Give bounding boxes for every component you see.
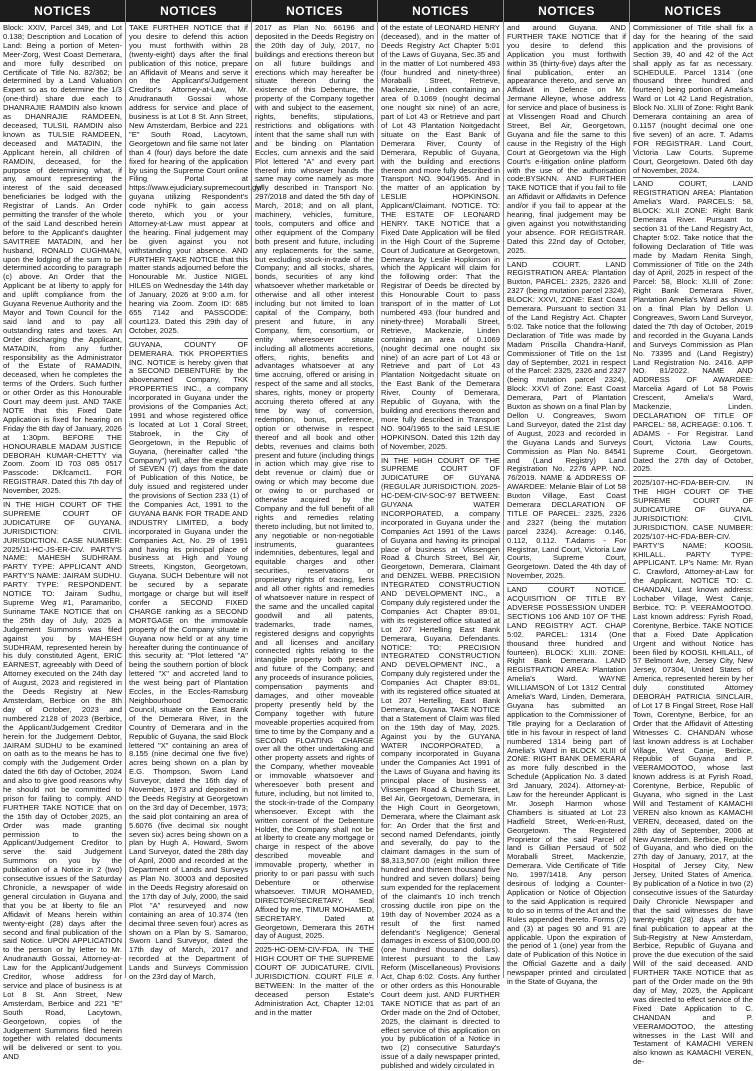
notice-paragraph: GUYANA, COUNTY OF DEMERARA. TKK PROPERTIES INC. NOTICE is hereby given that a SECOND DEBENTURE by the abovenamed Company, TKK PROPERTIES INC., a company incorporated in Guyana under the provisions of the Companies Act, 1991 and whose registered office is located at Lot 1 Coral Street, Stabroek, in the City of Georgetown, in the Republic of Guyana, (hereinafter called "the Company") will, after the expiration of SEVEN (7) days from the date of Publication of this Notice, be duly issued and registered under the provisions of Section 233 (1) of the Companies Act, 1991 to the GUYANA BANK FOR TRADE AND INDUSTRY LIMITED, a body incorporated in Guyana under the Companies Act, No. 29 of 1991 and having its principal place of business at High and Young Streets, Kingston, Georgetown, Guyana. SUCH Debenture will not be secured by a separate mortgage or charge but will itself confer a SECOND FIXED CHARGE ranking as a SECOND MORTGAGE on the immovable property of the Company situate in Guyana now held or at any time hereafter during the continuance of this security at: "Plot lettered "A" being the southern portion of block lettered "X" and accreted land to the west being part of Plantation Eccles, in the Eccles-Ramsburg Neighbourhood Democratic Council, situate on the East Bank of the Demerara River, in the Country of Demerara and in the Republic of Guyana, the said Block lettered "X" containing an area of 8.155 (nine decimal one five five) acres being shown on a plan by E.G. Thompson, Sworn Land Surveyor, dated the 16th day of November, 1973 and deposited in the Deeds Registry at Georgetown on the 3rd day of December, 1973; the said plot containing an area of 5.6076 (five decimal six nought seven six) acres being shown on a plan by Hugh A. Howard, Sworn Land Surveyor, dated the 28th day of April, 2000 and recorded at the Department of Lands and Surveys as Plan No. 30003 and deposited in the Deeds Registry aforesaid on the 17th day of July, 2000, the said Plot "A" resurveyed and now containing an area of 10.374 (ten decimal three seven four) acres as shown on a Plan by S. Samaroo, Sworn Land Surveyor, dated the 17th day of March, 2017 and recorded at the Department of Lands and Surveys Commission on the 23rd day of March,: [129, 341, 248, 982]
column-header: NOTICES: [0, 0, 125, 22]
column-header: NOTICES: [126, 0, 251, 22]
notice-paragraph: IN THE HIGH COURT OF THE SUPREME COURT OF JUDICATURE OF GUYANA (REGULAR JURISDICTION. 2025-HC-DEM-CIV-SOC-97 BETWEEN: GUYANA WATER INCORPORATED, a company incorporated in Guyana under the Companies Act 1991 of the Laws of Guyana and having its principal place of business at Vlissengen Road & Church Street, Bel Air, Georgetown, Demerara, Claimant and DENZEL WEBB. PRECISION INTEGRATED CONSTRUCTION AND DEVELOPMENT INC., a Company duly registered under the Companies Act Chapter 89:01, with its registered office situated at Lot 207 Hertelling East Bank Demerara, Guyana. Defendants. NOTICE: TO: PRECISION INTEGRATED CONSTRUCTION AND DEVELOPMENT INC., a Company duly registered under the Companies Act Chapter 89:01, with its registered office situated at Lot 207 Hertelling, East Bank Demerara, Guyana. TAKE NOTICE that a Statement of Claim was filed on the 19th day of May, 2025. Against you by the GUYANA WATER INCORPORATED, a company incorporated in Guyana under the Companies Act 1991 of the Laws of Guyana and having its principal place of business at Vlissengen Road & Church Street, Bel Air, Georgetown, Demerara, in the High Court in Georgetown, Demerara, where the Claimant ask for: An Order that the first and second named Defendants, jointly and severally, do pay to the claimant damages in the sum of $8,313,507.00 (eight million three hundred and thirteen thousand five hundred and seven dollars) being sum expended for the replacement of the claimant's 10 inch trench crossing ductile iron pipe on the 19th day of November 2024 as a result of the first named defendant's Negligence; General damages in excess of $100,000.00 (one hundred thousand dollars). Interest pursuant to the Law Reform (Miscellaneous) Provisions Act, Chap 6:02. Costs. Any further or other orders as this Honourable Court deem just. AND FURTHER TAKE NOTICE that as part of an Order made on the 2nd of October, 2025, the claimant is directed to effect service of this application on you by publication of a Notice in two (2) consecutive Saturday's issue of a daily newspaper printed, published and widely circulated in: [381, 457, 500, 1071]
notice-paragraph: 2017 as Plan No. 66196 and deposited in the Deeds Registry on the 20th day of July, 2017, no buildings and erections thereon but on all future buildings and erections which may hereafter be situate thereon during the existence of this Debenture, the property of the Company together with and subject to the easement, rights, benefits, stipulations, restrictions and obligations with intent that the same shall run with and be binding on Plantation Eccles, cum annexis and the said Plot lettered "A" and every part thereof into whosever hands the same may come namely as more fully described in Transport No. 297/2018 and dated the 5th day of March, 2018; and on all plant, machinery, vehicles, furniture, tools, computers and office and other equipment of the Company both present and future, including any replacements for the same, but excluding stock-in-trade of the Company; and all stocks, shares, bonds, securities of any kind whatsoever whether marketable or otherwise and all other interest including but not limited to loan capital of the Company, both present and future, in any Company, firm, consortium, or entity wheresoever situate including all allotments accretions, offers, rights, benefits and advantages whatsoever at any time accruing, offered or arising in respect of the same and all stocks, shares, rights, money or property accruing thereto offered at any time by way of conversion, redemption, bonus, preference, option or otherwise in respect thereof and all book and other debts, revenues and claims both present and future (including things in action which may give rise to debt revenue or claim) due or owing or which may become due or owing to or purchased or otherwise acquired by the Company and the full benefit of all rights and remedies relating thereto including, but not limited to, any negotiable or non-negotiable instruments, guarantees indemnities, debentures, legal and equitable charges and other securities, reservations or proprietary rights of tracing, liens and all other rights and remedies of whatsoever nature in respect of the same and the uncalled capital goodwill and all patents, trademarks, trade names, registered designs and copyrights and all licenses and ancillary connected rights relating to the intangible property both present and future of the Company; and any proceeds of insurance policies, compensation payments and damages, and other moveable property presently held by the Company together with future moveable properties acquired from time to time by the Company and a SECOND FLOATING CHARGE over all the other undertaking and other property assets and rights of the Company, whether moveable or immovable whatsoever and wheresoever both present and future, including, but not limited to, the stock-in-trade of the Company whensoever. Except with the written consent of the Debenture Holder, the Company shall not be at liberty to create any mortgage or charge in respect of the above described moveable and immovable property, whether in priority to or pari passu with such Debenture or otherwise whatsoever. TIMUR MOHAMED, DIRECTOR/SECRETARY. Seal Affixed by me, TIMUR MOHAMED, SECRETARY. Dated at Georgetown, Demerara this 26TH day of August, 2025.: [255, 24, 374, 941]
notice-paragraph: 2025/107-HC-FDA-BER-CIV. IN THE HIGH COURT OF THE SUPREME COURT OF JUDICATURE OF GUYANA. JURISDICTION: CIVIL JURISDICTION. CASE NUMBER: 2025/107-HC-FDA-BER-CIV. PARTY'S NAME: KOOSIL KHILALL. PARTY TYPE: APPLICANT. LP's Name: Mr. Ryan C. Crawford, Attorney-at-Law for the Applicant. NOTICE TO: C. CHANDAN, Last known address: Lochaber Village, West Canje, Berbice. TO: P. VEERAMOOTOO. Last known address: Fyrish Road, Corentyne, Berbice. TAKE NOTICE that a Fixed Date Application Urgent and without Notice has been filed by KOOSIL KHILALL, of 57 Belmont Ave, Jersey City, New Jersey, 07304, United States of America, represented herein by her duly constituted Attorney DEBORAH PATRICIA SINCLAIR, of Lot 17 B Fingal Street, Rose Hall Town, Corentyne, Berbice, for an Order that the Affidavit of Attesting Witnesses C. CHANDAN whose last known address is at Lochaber Village, West Canje, Berbice, Republic of Guyana and P. VEERAMOOTOO, whose last known address is at Fyrish Road, Corentyne, Berbice, Republic of Guyana, who signed in the Last Will and Testament of KAMACHI VEREN also known as KAMACHI VEREN, deceased, dated on the 28th day of September, 2006 at New Amsterdam, Berbice, Republic of Guyana, and who died on the 27th day of January, 2017, at the Hospital of Jersey City, New Jersey, United States of America. By publication of a Notice in two (2) consecutive issues of the Saturday Daily Chronicle Newspaper and that the said witnesses do have twenty-eight (28) days after the final publication to appear at the Sub-Registry at New Amsterdam, Berbice, Republic of Guyana and prove the due execution of the said Will of the said deceased. AND FURTHER TAKE NOTICE that as part of the Order made on the 9th day of May, 2025, the Applicant was directed to effect service of the Fixed Date Application to C. CHANDAN and P. VEERAMOOTOO, the attesting witnesses in the Last Will and Testament of KAMACHI VEREN also known as KAMACHI VEREN, de-: [633, 479, 753, 1067]
column-1: [0, 0, 126, 978]
column-body: [378, 22, 503, 1071]
divider: [507, 583, 626, 584]
column-header: NOTICES: [504, 0, 629, 22]
column-body: [504, 22, 629, 987]
column-body: [252, 22, 377, 1018]
notice-paragraph: TAKE FURTHER NOTICE that if you desire to defend this action you must forthwith within 28 (twenty-eight) days after the final publication of this notice, prepare an Affidavit of Means and serve it on the Applicant's/Judgement Creditor's Attorney-at-Law, Mr. Anudranauth Gossai whose address for service and place of business is at Lot 8 St. Ann Street, New Amsterdam, Berbice and 221 "E" South Road, Lacytown, Georgetown and file same not later than 4 (four) days before the date fixed for hearing of the application by using the Supreme Court online Filing Portal at https://www.ejudiciary.supremecourt.gy/ guyana utilizing Respondent's code nyhiFk to gain access thereto, which you or your Attorney-at-Law must appear at the hearing. Final judgement may be given against you not withstanding your absence. AND FURTHER TAKE NOTICE that this matter stands adjourned before the Honourable Mr. Justice NIGEL HILES on Wednesday the 14th day of January, 2026 at 9:00 a.m. for hearing via Zoom. Zoom ID: 685 655 7142 and PASSCODE: court123. Dated this 29th day of October, 2025.: [129, 24, 248, 336]
divider: [129, 338, 248, 339]
column-5: [504, 0, 630, 978]
notice-paragraph: LAND COURT. LAND REGISTRATION AREA: Plantation Buxton, PARCEL: 2325, 2326 and 2327 (being mutation parcel 2324), BLOCK: XXVI, ZONE: East Coast Demerara. Pursuant to section 31 of the Land Registry Act. Chapter 5:02. Take notice that the following Declaration of Title was made by Madam Priscilla Chandra-Hanif, Commissioner of Title on the 1st day of September, 2021 in respect of the Parcel: 2325, 2326 and 2327 (being mutation parcel 2324), Block: XXVI of Zone: East Coast Demerara, Part of Plantation Buxton as shown on a final Plan by Dellon U. Congreaves, Sworn Land Surveyor, dated the 21st day of August, 2023 and recorded in the Guyana Lands and Surveys Commission as Plan No. 84541 and (Land Registry) Land Registration No. 2276 APP. NO. 76/2019. NAME & ADDRESS OF AWARDEE: Melanie Blair of Lot 58 Buxton Village, East Coast Demerara DECLARATION OF TITLE OF PARCEL: 2325, 2326 and 2327 (being the mutation parcel 2324). Acreage: 0.146, 0.112, 0.112. T.Adams - For Registrar, Land Court, Victoria Law Courts, Supreme Court, Georgetown. Dated the 4th day of November, 2025.: [507, 261, 626, 582]
column-6: [630, 0, 756, 978]
divider: [381, 454, 500, 455]
column-header: NOTICES: [630, 0, 756, 22]
notice-paragraph: Commissioner of Title shall fix a day for the hearing of the said application and the provisions of Section 39, 40 and 42 of the Act shall apply as far as necessary. SCHEDULE. Parcel 1314 (one thousand three hundred and fourteen) being portion of Amelia's Ward or Lot 42 Land Registration, Block No. XLIII of Zone: Right Bank Demerara containing an area of 0.1157 (nought decimal one one five seven) of an acre. T. Adams FOR REGISTRAR. Land Court, Victoria Law Courts. Supreme Court, Georgetown. Dated 6th day of November, 2024.: [633, 24, 753, 175]
divider: [633, 476, 753, 477]
column-body: [630, 22, 756, 1067]
column-header: NOTICES: [378, 0, 503, 22]
divider: [633, 177, 753, 178]
notice-paragraph: 2025-HC-DEM-CIV-FDA. IN THE HIGH COURT OF THE SUPREME COURT OF JUDICATURE. CIVIL JURISDICTION. COURT FILE #. BETWEEN: In the matter of the deceased person Estate's Administration Act, Chapter 12:01 and in the matter: [255, 946, 374, 1017]
notice-paragraph: IN THE HIGH COURT OF THE SUPREME COURT OF JUDICATURE OF GUYANA. JURISDICTION: CIVIL JURISDICTION. CASE NUMBER: 2025/11-HC-JS-ER-CIV. PARTY'S NAME: MAHESH SUDHRAM. PARTY TYPE: APPLICANT AND PARTY'S NAME: JAIRAM SUDHU. PARTY TYPE: RESPONDENT. NOTICE TO: Jairam Sudhu, Supreme Weg #1, Paramaribo, Suriname TAKE NOTICE that on the 25th day of July, 2025 a Judgement Summons was filed against you by MAHESH SUDHRAM, represented herein by his duly constituted Agent, ERIC EARNEST, agreeably with Deed of Attorney executed on the 24th day of August, 2023 and registered in the Deeds Registry at New Amsterdam, Berbice on the 8th day of October, 2023 and numbered 2128 of 2023 (Berbice, the Applicant/Judgement Creditor herein for the Judgement Debtor, JAIRAM SUDHU to be examined on oath as to the means he has to comply with the Judgement Order dated the 6th day of October, 2024 and also to give good reasons why he should not be committed to prison for failing to comply. AND FURTHER TAKE NOTICE that on the 15th day of October 2025, an Order was made granting permission to the Applicant/Judgement Creditor to serve the said Judgement Summons on you by the publication of a Notice in 2 (two) consecutive issues of the Saturday Chronicle, a newspaper of wide general circulation in Guyana and that you be at liberty to file an Affidavit of Means herein within twenty-eight (28) days after the second and final publication of the said Notice. UPON APPLICATION to the person or by letter to Mr. Anudranauth Gossai, Attorney-at-Law for the Applicant/Judgement Creditor, whose address for service and place of business is at Lot 8 St. Ann Street, New Amsterdam, Berbice and 221 "E" South Road, Lacytown, Georgetown, copies of the Judgement Summons filed herein together with related documents will be delivered or sent to you. AND: [3, 501, 122, 1062]
column-2: [126, 0, 252, 978]
notice-paragraph: LAND COURT NOTICE. ACQUISITION OF TITLE BY ADVERSE POSSESSION UNDER SECTIONS 106 AND 107 OF THE LAND REGISTRY ACT. CHAP 5:02. PARCEL: 1314 (One thousand three hundred and fourteen). BLOCK: XLIII. ZONE: Right Bank Demerara. LAND REGISTRATION AREA: Plantation Amelia's Ward. WAYNE WILLIAMSON of Lot 1312 Central Amelia's Ward, Linden, Demerara, Guyana has submitted an application to the Commissioner of Title praying for a Declaration of title in his favour in respect of land numbered 1314 being part of Amelia's Ward in BLOCK XLIII of ZONE: RIGHT BANK DEMERARA as more fully described in the Schedule (Application No. 3 dated 3rd January, 2024). Attorney-at-Law for the hereunder Applicant is Mr. Joseph Harmon whose Chambers is situated at Lot 23 Hadfield Street, Werk-en-Rust, Georgetown. The Registered Proprietor of the said Parcel of land is Gillian Persaud of 502 Moraballi Street, Mackenzie, Demerara. Vide Certificate of Title No. 1997/1418. Any person desirous of lodging a Counter-Application or Notice of Objection to the said Application is required to do so in terms of the Act and the Rules appended thereto. Forms (2) and (3) at pages 90 and 91 are applicable. Upon the expiration of the period of 1 (one) year from the date of Publication of this Notice in the Official Gazette and a daily newspaper printed and circulated in the State of Guyana, the: [507, 586, 626, 987]
notice-paragraph: and around Guyana. AND FURTHER TAKE NOTICE that if you desire to defend this Application you must forthwith within 35 (thirty-five) days after the final publication, enter an appearance thereto, and serve an Affidavit in Defence on Mr. Jermane Alleyne, whose address for service and place of business is at Vlissengen Road and Church Street, Bel Air, Georgetown, Guyana and file the same to this cause in the Registry of the High Court at Georgetown via the High Court's e-litigation online platform with the use of the authorisation code:BYSKNN. AND FURTHER TAKE NOTICE that if you fail to file an Affidavit or Affidavits in Defence and/or if you fail to appear at the hearing, final judgement may be given against you notwithstanding your absence. FOR REGISTRAR. Dated this 22nd day of October, 2025.: [507, 24, 626, 256]
column-4: [378, 0, 504, 978]
notice-paragraph: of the estate of LEONARD HENRY (deceased), and in the matter of Deeds Registry Act Chapter 5:01 of the Laws of Guyana, Sec.35 and in the matter of Lot numbered 493 (four hundred and ninety-three) Moraballi Street, Retrieve, Mackenzie, Linden containing an area of 0.1069 (nought decimal one nought six nine) of an acre, part of Lot 43 or Retrieve and part of Lot 43 Plantation Noitgedacht situate on the East Bank of Demerara River, County of Demerara, Republic of Guyana, with the building and erections thereon and more fully described in Transport NO. 904/1965. And in the matter of an application by LESLIE HOPKINSON. Applicant/Claimant. NOTICE. TO: THE ESTATE OF LEONARD HENRY. TAKE NOTICE that a Fixed Date Application will be filed in the High Court of the Supreme Court of Judicature at Georgetown, Demerara by Leslie Hopkinson in which the Applicant will claim for the following order: That the Registrar of Deeds be directed by this Honourable Court to pass transport of in the matter of Lot numbered 493 (four hundred and ninety-three) Moraballi Street, Retrieve, Mackenzie, Linden containing an area of 0.1069 (nought decimal one nought six nine) of an acre part of Lot 43 or Retrieve and part of Lot 43 Plantation Noitgedacht situate on the East Bank of the Demerara River, County of Demerara, Republic of Guyana, with the building and erections thereon and more fully described in Transport NO. 904/1965 to the said LESLIE HOPKINSON. Dated this 12th day of November, 2025.: [381, 24, 500, 452]
divider: [3, 498, 122, 499]
column-body: [0, 22, 125, 1062]
notice-paragraph: Block: XXIV, Parcel 349, and Lot 0.138; Description and Location of Land: Being a portion of Meten-Meer-Zorg, West Coast Demerara, and more fully described on Certificate of Title No. 82/362; be determined by a Land Valuation Expert so as to determine the 1/3 (one-third) share due each to DHANRAJIE RAMDIN also known as DHANRAJIE RAMDEEN, deceased, TULSIL RAMDIN also known as TULSIE RAMDEEN, deceased and MATADIN, the Applicant herein, all children of RAMDIN, deceased, for the purpose of determining what, if any, amount representing the interest of the said deceased beneficiaries be lodged with the Registrar of Lands. An Order permitting the transfer of the whole of the said Land described herein before to the Applicant's daughter SAVITREE MATADIN, and her husband, RONALD CUGHMAN, upon the lodging of the sum to be determined according to paragraph (c) above. An Order that the Applicant be at liberty to apply for and uplift compliance from the Guyana Revenue Authority and the Mayor and Town Council for the said land and to pay all outstanding rates and taxes. An Order discharging the Applicant, MATADIN, from any further responsibility as the Administrator of the Estate of RAMADIN, deceased, when he completes the terms of the Orders. Such further or other Order as this Honourable Court may deem just. AND TAKE NOTE that this Fixed Date Application is fixed for hearing on Friday the 8th day of January, 2026 at 1:30pm. BEFORE THE HONOURABLE MADAM JUSTICE DEBORAH KUMAR-CHETTY via Zoom. Zoom ID 703 085 0517 Passcode: DKfcamct1. FOR REGISTRAR. Dated this 7th day of November, 2025.: [3, 24, 122, 496]
column-3: [252, 0, 378, 978]
divider: [507, 258, 626, 259]
column-header: NOTICES: [252, 0, 377, 22]
column-body: [126, 22, 251, 982]
notice-paragraph: LAND COURT, LAND REGISTRATION AREA: Plantation Amelia's Ward. PARCELS: 58, BLOCK: XLII ZONE: Right Bank Demerara River. Pursuant to section 31 of the Land Registry Act, Chapter 5:02. Take notice that the following Declaration of Title was made by Madam Renita Singh, Commissioner of Title on the 24th day of April, 2025 in respect of the Parcel: 58, Block: XLIII of Zone: Right Bank Demerara River, Plantation Amelia's Ward as shown on a final Plan by Dellon U. Congreaves, Sworn Land Surveyor, dated the 7th day of October, 2019 and recorded in the Guyana Lands and Surveys Commission as Plan No. 73395 and (Land Registry) Land Registration No. 2416. APP NO. 81/2022. NAME AND ADDRESS OF AWARDEE: Marcelia Agard of Lot 58 Powis Crescent, Amelia's Ward, Mackenzie, Linden. DECLARATION OF TITLE OF PARCEL: 58, ACREAGE: 0.106. T. ADAMS - For Registrar. Land Court, Victoria Law Courts, Supreme Court, Georgetown. Dated the 27th day of October, 2025.: [633, 180, 753, 474]
divider: [255, 943, 374, 944]
